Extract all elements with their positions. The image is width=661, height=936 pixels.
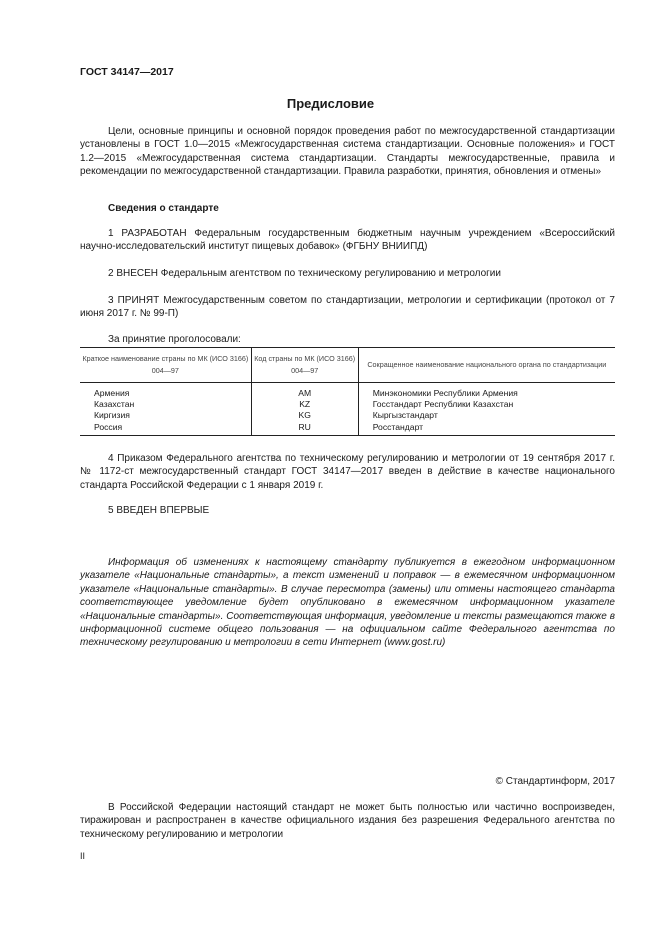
code-cell: RU [251, 422, 358, 436]
column-header-country: Краткое наименование страны по МК (ИСО 3166) 004—97 [80, 348, 251, 383]
table-row [80, 383, 615, 400]
copyright-notice: © Стандартинформ, 2017 [495, 776, 615, 787]
country-cell: Россия [80, 422, 251, 436]
page-title: Предисловие [286, 96, 375, 111]
body-cell: Росстандарт [358, 422, 615, 436]
code-cell: KZ [251, 399, 358, 410]
table-header-row [80, 348, 615, 383]
rights-paragraph: В Российской Федерации настоящий стандарт не может быть полностью или частично воспроизведен, тиражирован и распространен в качестве официального издания без разрешения Федерального агентства по техническому регулированию и метрологии [80, 802, 615, 840]
item-effective: 4 Приказом Федерального агентства по техническому регулированию и метрологии от 19 сентября 2017 г. № 1172-ст межгосударственный стандарт ГОСТ 34147—2017 введен в действие в качестве национального стандарта Российской Федерации с 1 января 2019 г. [80, 453, 615, 491]
item-adopted: 3 ПРИНЯТ Межгосударственным советом по стандартизации, метрологии и сертификации (протокол от 7 июня 2017 г. № 99-П) [80, 295, 615, 320]
country-cell: Киргизия [94, 410, 130, 421]
code-cell: AM [251, 383, 358, 400]
country-cell: Армения [94, 388, 130, 398]
code-cell: KG [251, 410, 358, 421]
column-header-code: Код страны по МК (ИСО 3166) 004—97 [251, 348, 358, 383]
body-cell: Госстандарт Республики Казахстан [358, 399, 615, 410]
page-number: II [80, 851, 86, 861]
table-row [80, 422, 615, 436]
info-heading: Сведения о стандарте [108, 203, 219, 214]
table-row [80, 399, 615, 410]
body-cell: Минэкономики Республики Армения [358, 383, 615, 400]
body-cell: Кыргызстандарт [358, 410, 615, 421]
item-developed: 1 РАЗРАБОТАН Федеральным государственным бюджетным научным учреждением «Всероссийский научно-исследовательский институт пищевых добавок» (ФГБНУ ВНИИПД) [80, 228, 615, 253]
country-cell: Казахстан [94, 399, 135, 410]
intro-paragraph: Цели, основные принципы и основной порядок проведения работ по межгосударственной стандартизации установлены в ГОСТ 1.0—2015 «Межгосударственная система стандартизации. Основные положения» и ГОСТ 1.2—2015 «Межгосударственная система стандартизации. Стандарты межгосударственные, правила и рекомендации по межгосударственной стандартизации. Правила разработки, принятия, обновления и отмены» [80, 126, 615, 178]
item-first-introduced: 5 ВВЕДЕН ВПЕРВЫЕ [108, 505, 210, 516]
changes-info-paragraph: Информация об изменениях к настоящему стандарту публикуется в ежегодном информационном указателе «Национальные стандарты», а текст изменений и поправок — в ежемесячном информационном указателе «Национальные стандарты». В случае пересмотра (замены) или отмены настоящего стандарта соответствующее уведомление будет опубликовано в ежемесячном информационном указателе «Национальные стандарты». Соответствующая информация, уведомление и тексты размещаются также в информационной системе общего пользования — на официальном сайте Федерального агентства по техническому регулированию и метрологии в сети Интернет (www.gost.ru) [80, 557, 615, 649]
voting-table [80, 347, 615, 436]
item-introduced: 2 ВНЕСЕН Федеральным агентством по техническому регулированию и метрологии [108, 268, 501, 279]
table-row [80, 410, 615, 421]
column-header-body: Сокращенное наименование национального органа по стандартизации [358, 348, 615, 383]
document-code: ГОСТ 34147—2017 [80, 66, 174, 78]
voted-label: За принятие проголосовали: [108, 334, 241, 345]
